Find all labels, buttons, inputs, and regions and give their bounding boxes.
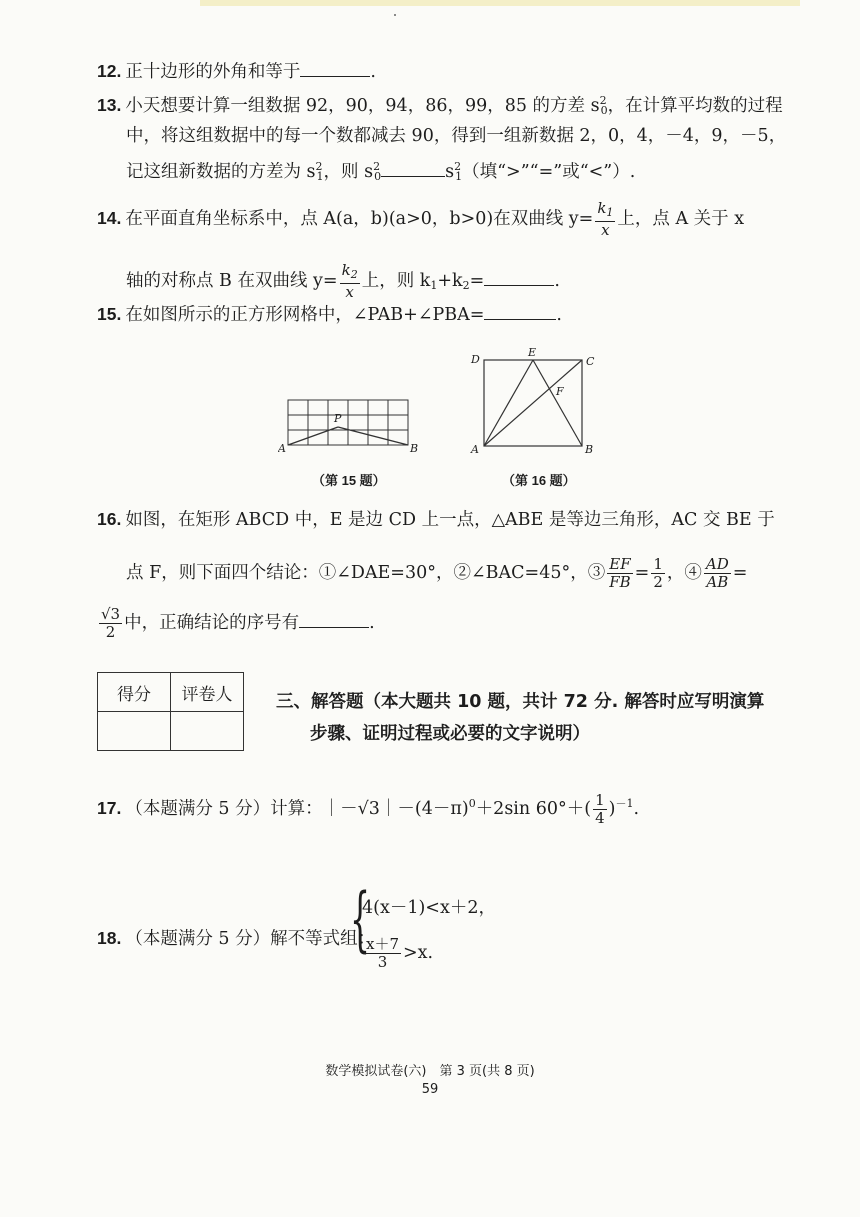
scan-dot [394, 14, 396, 16]
question-text: 在如图所示的正方形网格中，∠PAB+∠PBA= [125, 305, 485, 325]
question-17 [97, 792, 639, 827]
text: 中，将这组数据中的每一个数都减去 90，得到一组新数据 2，0，4，－4，9，－5， [126, 126, 787, 146]
fraction-k2-over-x: $\frac{k_2}{x}$ [341, 261, 358, 301]
label-P: P [334, 412, 342, 425]
text: >x. [403, 943, 434, 963]
subscript: 0 [600, 104, 608, 117]
figure-15-caption: （第 15 题） [312, 473, 386, 488]
text: 小天想要计算一组数据 92，90，94，86，99，85 的方差 s [125, 96, 600, 116]
subscript: 1 [316, 170, 324, 183]
question-18 [97, 930, 375, 949]
label-C: C [586, 355, 595, 368]
question-16-line-3 [97, 606, 375, 641]
exponent: －1 [615, 797, 634, 810]
label-F: F [556, 385, 564, 398]
text: 记这组新数据的方差为 s [126, 162, 316, 182]
text: ，④ [666, 563, 702, 583]
question-number: 14. [97, 208, 122, 228]
question-15 [97, 305, 562, 325]
text: 中，正确结论的序号有 [124, 613, 300, 633]
text: －(4－π) [397, 799, 469, 819]
section-heading-line-1: 三、解答题（本大题共 10 题，共计 72 分. 解答时应写明演算 [276, 692, 765, 712]
fraction-root3-over-2 [99, 606, 122, 641]
text: ，在计算平均数的过程 [607, 96, 783, 116]
answer-blank[interactable] [300, 62, 370, 77]
text: 4(x－1)<x＋2， [362, 898, 496, 918]
question-14-line-2 [126, 262, 560, 301]
period: . [370, 62, 376, 82]
footer-title: 数学模拟试卷(六) 第 3 页(共 8 页) [325, 1064, 535, 1079]
label-D: D [471, 353, 480, 366]
question-number: 16. [97, 509, 122, 529]
grader-cell[interactable] [171, 712, 244, 751]
text: ＋2sin 60°＋( [475, 799, 592, 819]
period: . [633, 799, 640, 819]
text: 轴的对称点 B 在双曲线 y= [126, 271, 338, 291]
section-heading-line-2: 步骤、证明过程或必要的文字说明） [310, 724, 590, 744]
numerator: AD [705, 555, 729, 573]
period: . [556, 305, 562, 325]
text: 上，则 k [361, 271, 431, 291]
denominator: x [345, 283, 354, 301]
superscript: 2 [599, 94, 607, 107]
text: 点 F，则下面四个结论：①∠DAE=30°，②∠BAC=45°，③ [126, 563, 606, 583]
question-16-line-2 [126, 556, 747, 591]
page-number: 59 [421, 1082, 439, 1097]
answer-blank[interactable] [484, 305, 556, 320]
score-table [97, 672, 244, 751]
question-12 [97, 62, 376, 82]
answer-blank[interactable] [381, 162, 445, 177]
text: ，则 s [323, 162, 374, 182]
numerator: √3 [101, 605, 121, 623]
numerator: x＋7 [366, 935, 400, 953]
fraction-x-plus-7-over-3 [364, 936, 401, 971]
subscript: 0 [374, 170, 382, 183]
fraction-one-half [651, 556, 665, 591]
denominator: AB [706, 573, 729, 591]
question-13-line-3 [126, 161, 635, 182]
label-A: A [278, 442, 286, 455]
question-text: 正十边形的外角和等于 [125, 62, 301, 82]
text: s [445, 162, 455, 182]
question-13-line-1 [97, 95, 783, 116]
inequality-2 [362, 936, 433, 971]
numerator: k [341, 261, 351, 279]
subscript: 1 [430, 279, 438, 292]
fraction-one-quarter [593, 792, 607, 827]
text: 在平面直角坐标系中，点 A(a，b)(a>0，b>0)在双曲线 y= [125, 209, 594, 229]
answer-blank[interactable] [299, 613, 369, 628]
question-number: 17. [97, 798, 122, 818]
period: . [369, 613, 375, 633]
question-14-line-1 [97, 200, 744, 239]
text: （填“>”“=”或“<”）. [462, 162, 636, 182]
numerator: EF [607, 556, 632, 574]
fraction-k1-over-x: $\frac{k_1}{x}$ [597, 199, 614, 239]
denominator: FB [609, 573, 631, 591]
question-13-line-2 [126, 128, 786, 146]
text: ) [608, 799, 616, 819]
fraction-ad-ab [704, 556, 731, 591]
superscript: 2 [315, 160, 323, 173]
numerator: 1 [653, 555, 663, 573]
denominator: 2 [653, 573, 663, 591]
text: 上，点 A 关于 x [617, 209, 745, 229]
period: . [554, 271, 560, 291]
label-E: E [528, 346, 537, 359]
text: （本题满分 5 分）解不等式组： [125, 929, 376, 949]
text: = [469, 271, 485, 291]
denominator: 2 [105, 623, 116, 641]
score-cell[interactable] [98, 712, 171, 751]
top-band [200, 0, 800, 6]
figure-16-caption: （第 16 题） [502, 473, 576, 488]
text: +k [437, 271, 463, 291]
question-number: 13. [97, 95, 122, 115]
text: 如图，在矩形 ABCD 中，E 是边 CD 上一点，△ABE 是等边三角形，AC 交 BE 于 [125, 510, 775, 530]
superscript: 2 [454, 160, 462, 173]
question-number: 15. [97, 304, 122, 324]
numerator: k [597, 199, 607, 217]
abs-value: ｜－√3｜ [322, 799, 398, 819]
answer-blank[interactable] [484, 271, 554, 286]
inequality-1 [362, 900, 496, 918]
label-B: B [585, 443, 594, 456]
equals: = [634, 563, 650, 583]
figure-16-rectangle [468, 343, 603, 458]
fraction-ef-fb [607, 556, 632, 591]
superscript: 2 [373, 160, 381, 173]
score-header: 得分 [98, 673, 171, 712]
superscript: 0 [468, 797, 476, 810]
subscript: 1 [455, 170, 463, 183]
question-number: 12. [97, 61, 122, 81]
subscript: 2 [462, 279, 470, 292]
denominator: 3 [377, 953, 388, 971]
question-number: 18. [97, 928, 122, 948]
equals: = [732, 563, 748, 583]
question-16-line-1 [97, 511, 775, 530]
system-brace: { [350, 878, 371, 960]
grader-header: 评卷人 [171, 673, 244, 712]
numerator: 1 [595, 791, 605, 809]
label-B: B [410, 442, 419, 455]
text: （本题满分 5 分）计算： [125, 799, 323, 819]
figure-15-grid [278, 390, 428, 460]
denominator: x [601, 221, 610, 239]
denominator: 4 [595, 809, 605, 827]
label-A: A [471, 443, 479, 456]
